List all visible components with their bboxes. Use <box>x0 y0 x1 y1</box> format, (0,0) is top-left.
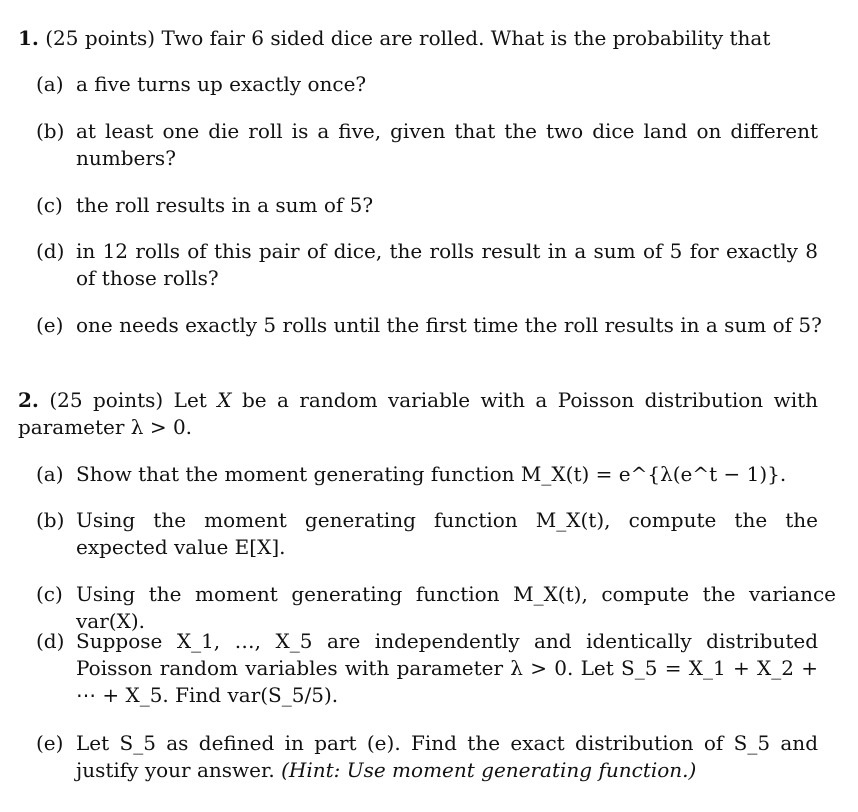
part-label: (b) <box>36 119 65 143</box>
part-label: (e) <box>36 731 64 755</box>
part-label: (c) <box>36 193 63 217</box>
part-label: (e) <box>36 313 64 337</box>
part-label: (d) <box>36 239 65 263</box>
part-label: (a) <box>36 462 64 486</box>
part-text: Show that the moment generating function M_X(t) = e^{λ(e^t − 1)}. <box>76 462 787 486</box>
part-text: one needs exactly 5 rolls until the first time the roll results in a sum of 5? <box>76 313 822 337</box>
problem-2-number: 2. <box>18 388 39 412</box>
problem-1-stem: Two fair 6 sided dice are rolled. What is the probability that <box>161 26 771 50</box>
problem-2-stem-post: be a random variable with a Poisson distribution with parameter λ > 0. <box>18 388 819 439</box>
problem-1-heading <box>18 25 818 52</box>
problem-2-stem-pre: Let <box>173 388 207 412</box>
problem-1-points: (25 points) <box>45 26 156 50</box>
part-label: (a) <box>36 72 64 96</box>
part-label: (b) <box>36 508 65 532</box>
problem-2-variable: X <box>217 388 232 412</box>
part-text: Suppose X_1, …, X_5 are independently and identically distributed Poisson random variables with parameter λ > 0. Let S_5 = X_1 + X_2 + ⋯ + X_5. Find var(S_5/5). <box>76 629 818 707</box>
part-text <box>76 730 818 784</box>
problem-2-heading <box>18 387 818 441</box>
part-text: Using the moment generating function M_X(t), compute the the expected value E[X]. <box>76 508 818 559</box>
part-body: Let S_5 as defined in part (e). Find the exact distribution of S_5 and justify your answer. <box>76 731 818 782</box>
hint-text: (Hint: Use moment generating function.) <box>281 758 697 782</box>
problem-1-number: 1. <box>18 26 39 50</box>
part-text: Using the moment generating function M_X(t), compute the variance var(X). <box>76 582 836 633</box>
part-label: (d) <box>36 629 65 653</box>
problem-2-points: (25 points) <box>49 388 164 412</box>
part-text: the roll results in a sum of 5? <box>76 193 374 217</box>
part-text: at least one die roll is a five, given that the two dice land on different numbers? <box>76 119 818 170</box>
part-label: (c) <box>36 582 63 606</box>
part-text: a five turns up exactly once? <box>76 72 367 96</box>
part-text: in 12 rolls of this pair of dice, the rolls result in a sum of 5 for exactly 8 of those rolls? <box>76 239 818 290</box>
